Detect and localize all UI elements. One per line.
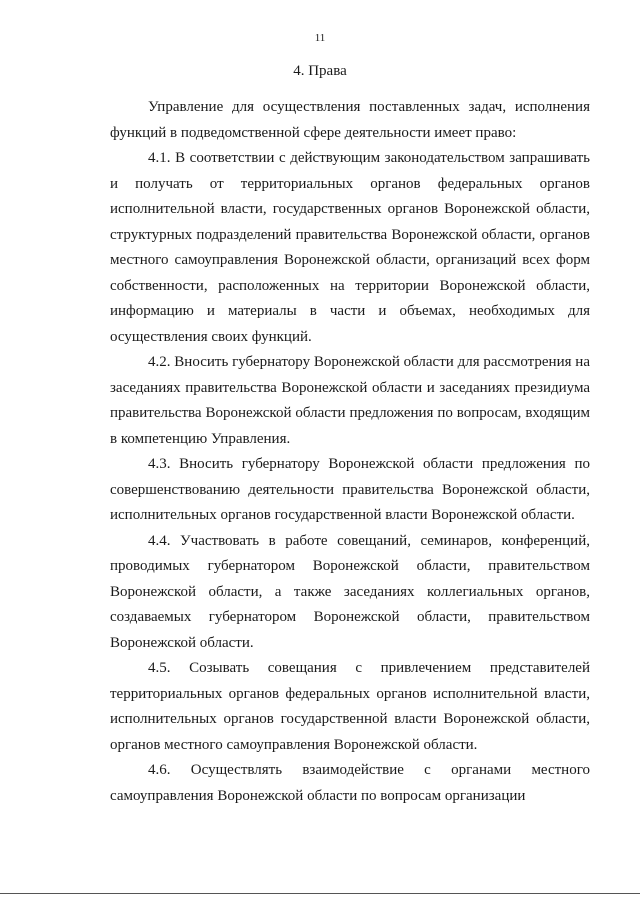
section-title: 4. Права xyxy=(293,63,347,79)
paragraph-intro: Управление для осуществления поставленных задач, исполнения функций в подведомственной сфере деятельности имеет право: xyxy=(110,99,590,141)
bottom-scan-edge xyxy=(0,893,640,894)
paragraph-4-4: 4.4. Участвовать в работе совещаний, семинаров, конференций, проводимых губернатором Воронежской области, правительством Воронежской области, а также заседаниях коллегиальных органов, создаваемых губернатором Воронежской области, правительством Воронежской области. xyxy=(110,532,590,651)
paragraph-4-1: 4.1. В соответствии с действующим законодательством запрашивать и получать от территориальных органов федеральных органов исполнительной власти, государственных органов Воронежской области, структурных подразделений правительства Воронежской области, органов местного самоуправления Воронежской области, организаций всех форм собственности, расположенных на территории Воронежской области, информацию и материалы в части и объемах, необходимых для осуществления своих функций. xyxy=(110,150,590,345)
paragraph-4-2: 4.2. Вносить губернатору Воронежской области для рассмотрения на заседаниях правительства Воронежской области и заседаниях президиума правительства Воронежской области предложения по вопросам, входящим в компетенцию Управления. xyxy=(110,354,590,447)
document-body xyxy=(110,95,590,809)
paragraph-4-6: 4.6. Осуществлять взаимодействие с органами местного самоуправления Воронежской области по вопросам организации xyxy=(110,762,590,804)
paragraph-4-3: 4.3. Вносить губернатору Воронежской области предложения по совершенствованию деятельности правительства Воронежской области, исполнительных органов государственной власти Воронежской области. xyxy=(110,456,590,523)
page-number: 11 xyxy=(314,32,326,44)
paragraph-4-5: 4.5. Созывать совещания с привлечением представителей территориальных органов федеральных органов исполнительной власти, исполнительных органов государственной власти Воронежской области, органов местного самоуправления Воронежской области. xyxy=(110,660,590,753)
